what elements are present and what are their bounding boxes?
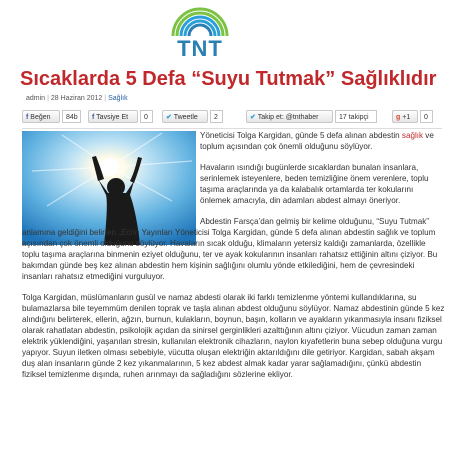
logo-arc-icon [165,2,235,38]
tweet-button[interactable] [162,110,208,123]
facebook-icon: f [26,114,29,121]
health-link[interactable]: sağlık [401,131,424,140]
tweet-count: 2 [210,110,223,123]
site-logo[interactable] [165,2,235,60]
google-plus-icon: g [396,114,401,121]
twitter-bird-icon: ✔ [166,114,172,121]
facebook-like-button[interactable] [22,110,60,123]
facebook-recommend-icon: f [92,114,95,121]
twitter-follow-button[interactable] [246,110,333,123]
facebook-like-count: 84b [62,110,81,123]
google-plus-label: +1 [402,114,411,121]
facebook-like-label: Beğen [30,114,51,121]
tweet-label: Tweetle [173,114,198,121]
share-bar [22,110,442,128]
paragraph-4: Tolga Kargidan, müslümanların gusül ve namaz abdesti olarak iki farklı temizlenme yöntemi kullandıklarına, su bulamazlarsa bile teyemmüm denilen toprak ve taşla alınan abdest olduğunu söylüyor. Namaz abdestinin günde 5 kez alındığını belirterek, ellerin, ağzın, burnun, kulakların, boynun, başın, kolların ve ayakların yıkanmasıyla insanı fiziksel olarak rahatlatan abdestin, psikolojik açıdan da sinirsel gerginlikleri azalttığının altını çiziyor. Vücudun zaman zaman elektrik yüklendiğini, yaşanılan stresin, kullanılan elektronik cihazların, naylon kıyafetlerin buna sebep olduğuna vurgu yapıyor. Suyun iletken olması sebebiyle, vücutta oluşan elektriğin aktarıldığını dile getiriyor. Kargidan, sabah akşam duş alan insanların günde 2 kez yıkanmalarının, 5 kez abdest almak kadar yarar sağlamadığını, çünkü abdestin fiziksel temizlenme dışında, ruhen arınmayı da sağladığını sözlerine ekliyor. [22,293,445,379]
recommend-button[interactable] [88,110,138,123]
share-divider [22,128,442,129]
paragraph-1 [200,130,445,152]
recommend-label: Tavsiye Et [96,114,129,121]
google-plus-button[interactable] [392,110,418,123]
meta-category[interactable]: Sağlık [108,95,128,102]
follower-count: 17 takipçi [335,110,377,123]
recommend-count: 0 [140,110,153,123]
meta-date: 28 Haziran 2012 [50,95,103,102]
twitter-follow-icon: ✔ [250,114,256,121]
article-title: Sıcaklarda 5 Defa “Suyu Tutmak” Sağlıklıdır [20,68,437,90]
follow-label: Takip et: @tnthaber [257,114,319,121]
google-plus-count: 0 [420,110,433,123]
article-meta: admin | 28 Haziran 2012 | Sağlık [26,95,128,102]
logo-text: TNT [177,36,223,61]
paragraph-2: Havaların ısındığı bugünlerde sıcaklardan bunalan insanlara, serinlemek isteyenlere, beden temizliğine önem verenlere, toplu taşıma araçlarında ya da kalabalık ortamlarda ter kokularını önlemek amacıyla, din adamları abdest almayı öneriyor. [200,163,429,205]
article-body [22,130,445,380]
paragraph-3: Abdestin Farsça’dan gelmiş bir kelime olduğunu, “Suyu Tutmak” anlamına geldiğini belirten „Ecrin Yayınları Yöneticisi Tolga Kargidan, günde 5 defa alınan abdestin sağlık ve toplum açısından çok önemli olduğunu söylüyor. Havaların sıcak olduğu, klimaların yetersiz kaldığı zamanlarda, özellikle toplu taşıma araçlarına binmenin eziyet olduğunu, ter ve ayak kokularının insanları rahatsız ettiğinin altını çiziyor. Bu bakımdan günde beş kez alınan abdestin hem kişinin sağlığını olumlu yönde etkilediğini, hem de çevresindeki insanları rahatsız etmediğini vurguluyor. [22,217,438,281]
meta-author[interactable]: admin [26,95,46,102]
paragraph-1-text-a: Yöneticisi Tolga Kargidan, günde 5 defa alınan abdestin [200,131,402,140]
paragraph-1-text-b: ve toplum açısından çok önemli olduğunu söylüyor. [200,131,434,151]
